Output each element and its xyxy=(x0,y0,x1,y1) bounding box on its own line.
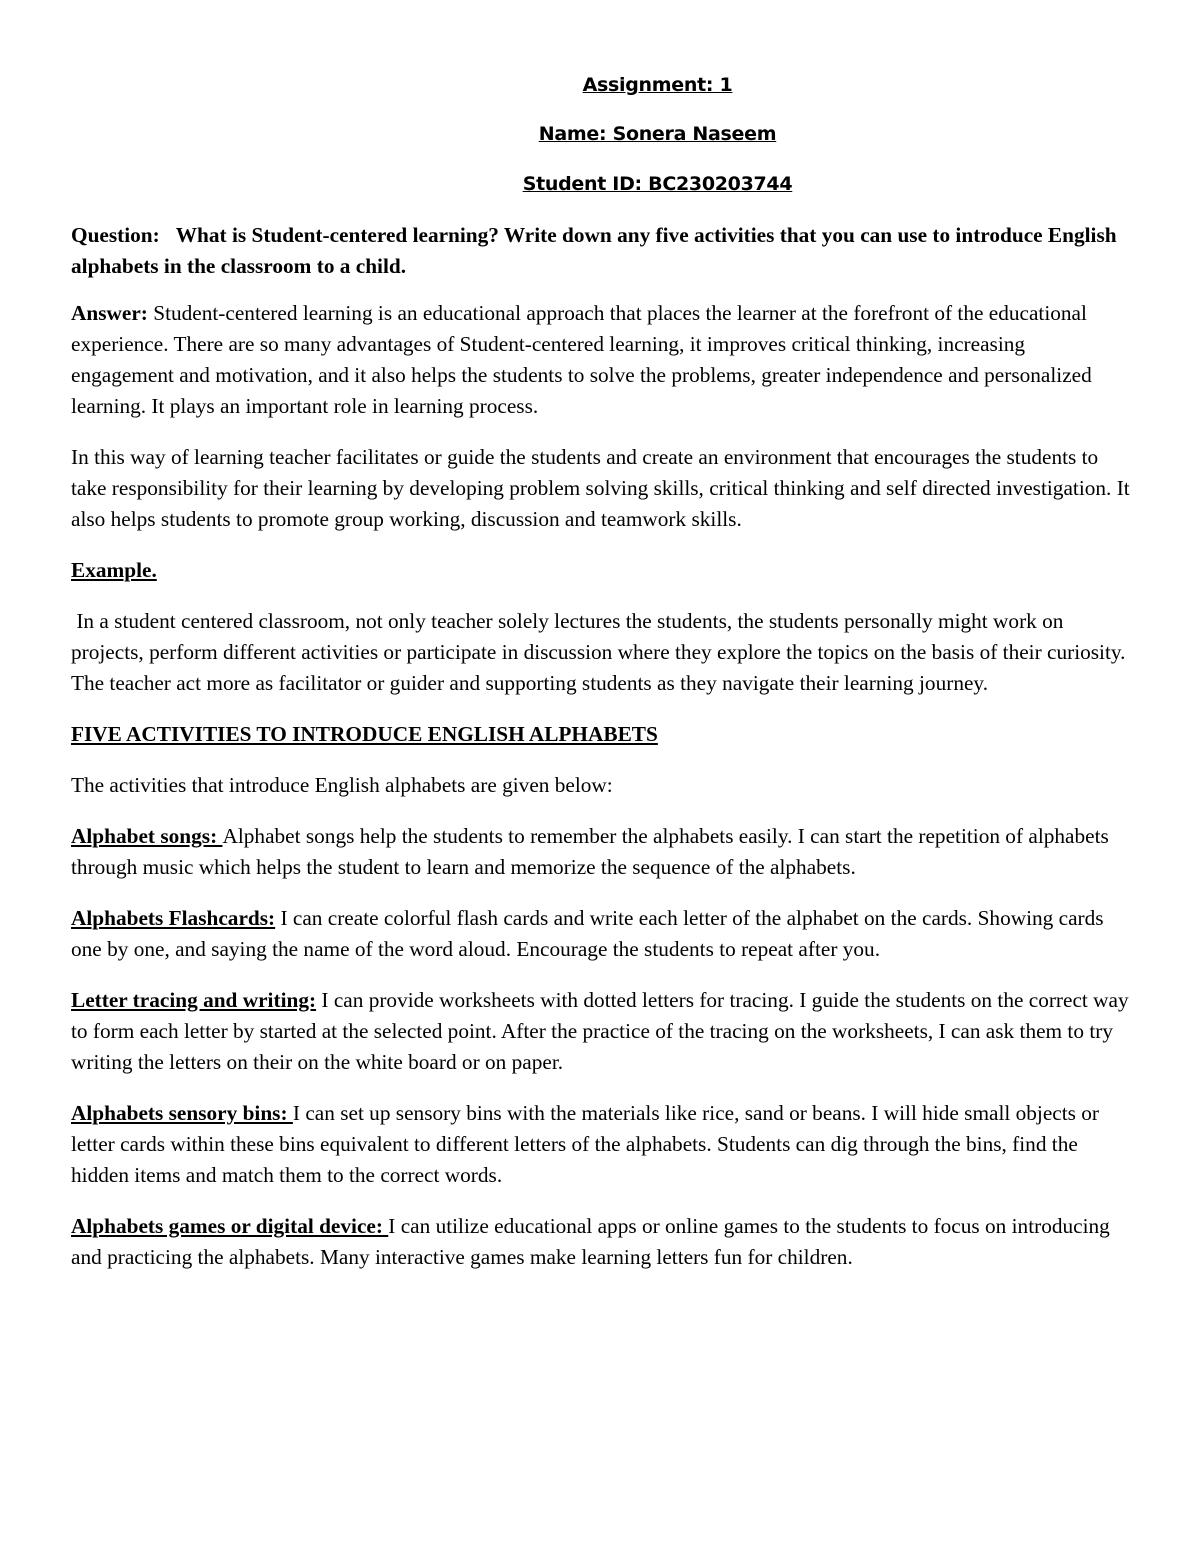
activity-title: Letter tracing and writing: xyxy=(71,988,317,1012)
example-heading: Example. xyxy=(71,558,157,582)
activity-item xyxy=(71,1211,1131,1273)
activity-item xyxy=(71,903,1131,965)
example-text: In a student centered classroom, not only teacher solely lectures the students, the students personally might work on projects, perform different activities or participate in discussion where they explore the topics on the basis of their curiosity. The teacher act more as facilitator or guider and supporting students as they navigate their learning journey. xyxy=(71,609,1126,695)
answer-paragraph xyxy=(71,298,1131,422)
activity-item xyxy=(71,1098,1131,1191)
activity-item xyxy=(71,985,1131,1078)
student-name: Name: Sonera Naseem xyxy=(538,123,777,145)
activity-title: Alphabets Flashcards: xyxy=(71,906,276,930)
activity-text: I can create colorful flash cards and write each letter of the alphabet on the cards. Showing cards one by one, and saying the name of the word aloud. Encourage the students to repeat after you. xyxy=(71,906,1104,961)
activity-text: I can set up sensory bins with the materials like rice, sand or beans. I will hide small objects or letter cards within these bins equivalent to different letters of the alphabets. Students can dig through the bins, find the hidden items and match them to the correct words. xyxy=(71,1101,1100,1187)
example-paragraph xyxy=(71,606,1131,699)
question-paragraph xyxy=(71,220,1131,282)
answer-paragraph-2: In this way of learning teacher facilitates or guide the students and create an environment that encourages the students to take responsibility for their learning by developing problem solving skills, critical thinking and self directed investigation. It also helps students to promote group working, discussion and teamwork skills. xyxy=(71,445,1130,531)
question-text: What is Student-centered learning? Write down any five activities that you can use to introduce English alphabets in the classroom to a child. xyxy=(71,223,1117,278)
assignment-heading: Assignment: 1 xyxy=(582,74,733,96)
activity-text: I can provide worksheets with dotted letters for tracing. I guide the students on the correct way to form each letter by started at the selected point. After the practice of the tracing on the worksheets, I can ask them to try writing the letters on their on the white board or on paper. xyxy=(71,988,1129,1074)
student-id: Student ID: BC230203744 xyxy=(522,173,793,195)
activity-text: I can utilize educational apps or online games to the students to focus on introducing and practicing the alphabets. Many interactive games make learning letters fun for children. xyxy=(71,1214,1110,1269)
activities-heading: FIVE ACTIVITIES TO INTRODUCE ENGLISH ALPHABETS xyxy=(71,722,658,746)
activity-title: Alphabet songs: xyxy=(71,824,223,848)
activity-title: Alphabets games or digital device: xyxy=(71,1214,389,1238)
question-label: Question: xyxy=(71,223,160,247)
document-body xyxy=(71,220,1131,1293)
activity-title: Alphabets sensory bins: xyxy=(71,1101,293,1125)
answer-label: Answer: xyxy=(71,301,148,325)
answer-text: Student-centered learning is an educational approach that places the learner at the forefront of the educational experience. There are so many advantages of Student-centered learning, it improves critical thinking, increasing engagement and motivation, and it also helps the students to solve the problems, greater independence and personalized learning. It plays an important role in learning process. xyxy=(71,301,1092,418)
activity-text: Alphabet songs help the students to remember the alphabets easily. I can start the repetition of alphabets through music which helps the student to learn and memorize the sequence of the alphabets. xyxy=(71,824,1109,879)
activities-intro: The activities that introduce English alphabets are given below: xyxy=(71,773,613,797)
activity-item xyxy=(71,821,1131,883)
